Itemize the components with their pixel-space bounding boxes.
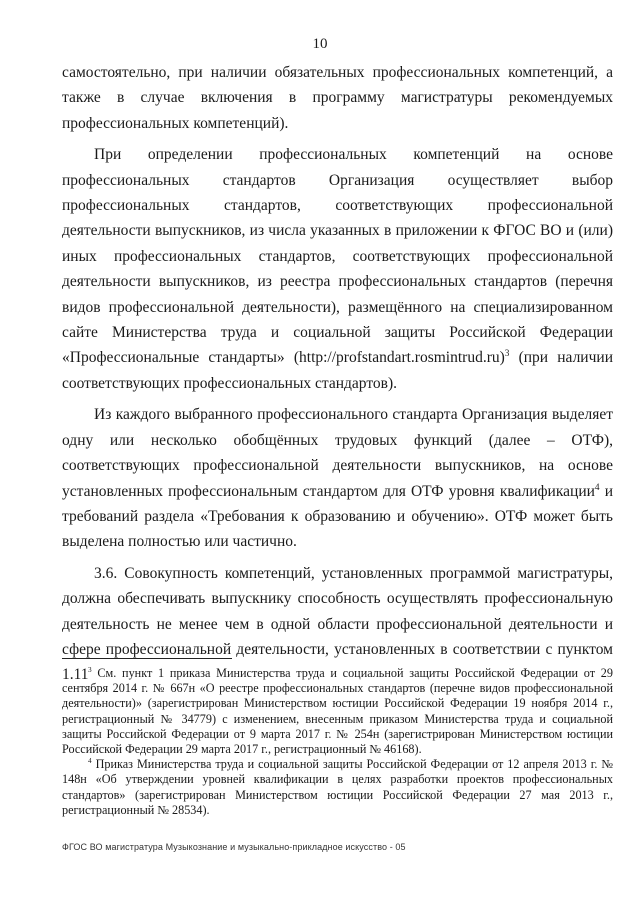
paragraph-text: Из каждого выбранного профессионального стандарта Организация выделяет одну или несколько обобщённых трудовых функций (далее – ОТФ), соответствующих профессиональной деятельности выпускников, на основе установленных профессиональным стандартом для ОТФ уровня квалификации [62,406,613,500]
paragraph [62,142,613,396]
footnote [62,757,613,818]
footnote-number: 3 [88,664,92,674]
footnote-ref: 3 [504,349,510,360]
footnote-separator [62,658,232,659]
footnote-text: Приказ Министерства труда и социальной защиты Российской Федерации от 12 апреля 2013 г. № 148н «Об утверждении уровней квалификации в целях разработки проектов профессиональных стандартов» (зарегистрирован Министерством юстиции Российской Федерации 27 мая 2013 г., регистрационный № 28534). [62,757,613,817]
footnote-ref: 4 [594,482,600,493]
document-footer-label: ФГОС ВО магистратура Музыкознание и музыкально-прикладное искусство - 05 [62,842,406,852]
paragraph: 3.6. Совокупность компетенций, установленных программой магистратуры, должна обеспечивать выпускнику способность осуществлять профессиональную деятельность не менее чем в одной области профессиональной деятельности и сфере профессиональной деятельности, установленных в соответствии с пунктом 1.11 [62,564,613,684]
main-text [62,60,613,688]
paragraph [62,402,613,554]
paragraph-text: (при наличии соответствующих профессиональных стандартов). [62,349,613,392]
page-number: 10 [312,36,328,52]
footnote-text: См. пункт 1 приказа Министерства труда и социальной защиты Российской Федерации от 29 сентября 2014 г. № 667н «О реестре профессиональных стандартов (перечне видов профессиональной деятельности)» (зарегистрирован Министерством юстиции Российской Федерации 19 ноября 2014 г., регистрационный № 34779) с изменением, внесенным приказом Министерства труда и социальной защиты Российской Федерации от 9 марта 2017 г. № 254н (зарегистрирован Министерством юстиции Российской Федерации 29 марта 2017 г., регистрационный № 46168). [62,666,613,757]
paragraph-text: При определении профессиональных компетенций на основе профессиональных стандартов Организация осуществляет выбор профессиональных стандартов, соответствующих профессиональной деятельности выпускников, из числа указанных в приложении к ФГОС ВО и (или) иных профессиональных стандартов, соответствующих профессиональной деятельности выпускников, из реестра профессиональных стандартов (перечня видов профессиональной деятельности), размещённого на специализированном сайте Министерства труда и социальной защиты Российской Федерации «Профессиональные стандарты» (http://profstandart.rosmintrud.ru) [62,146,613,367]
footnote [62,666,613,757]
paragraph-text: и требований раздела «Требования к образованию и обучению». ОТФ может быть выделена полностью или частично. [62,482,613,551]
footnotes [62,666,613,818]
footnote-number: 4 [88,756,92,766]
paragraph: самостоятельно, при наличии обязательных профессиональных компетенций, а также в случае включения в программу магистратуры рекомендуемых профессиональных компетенций). [62,64,613,132]
